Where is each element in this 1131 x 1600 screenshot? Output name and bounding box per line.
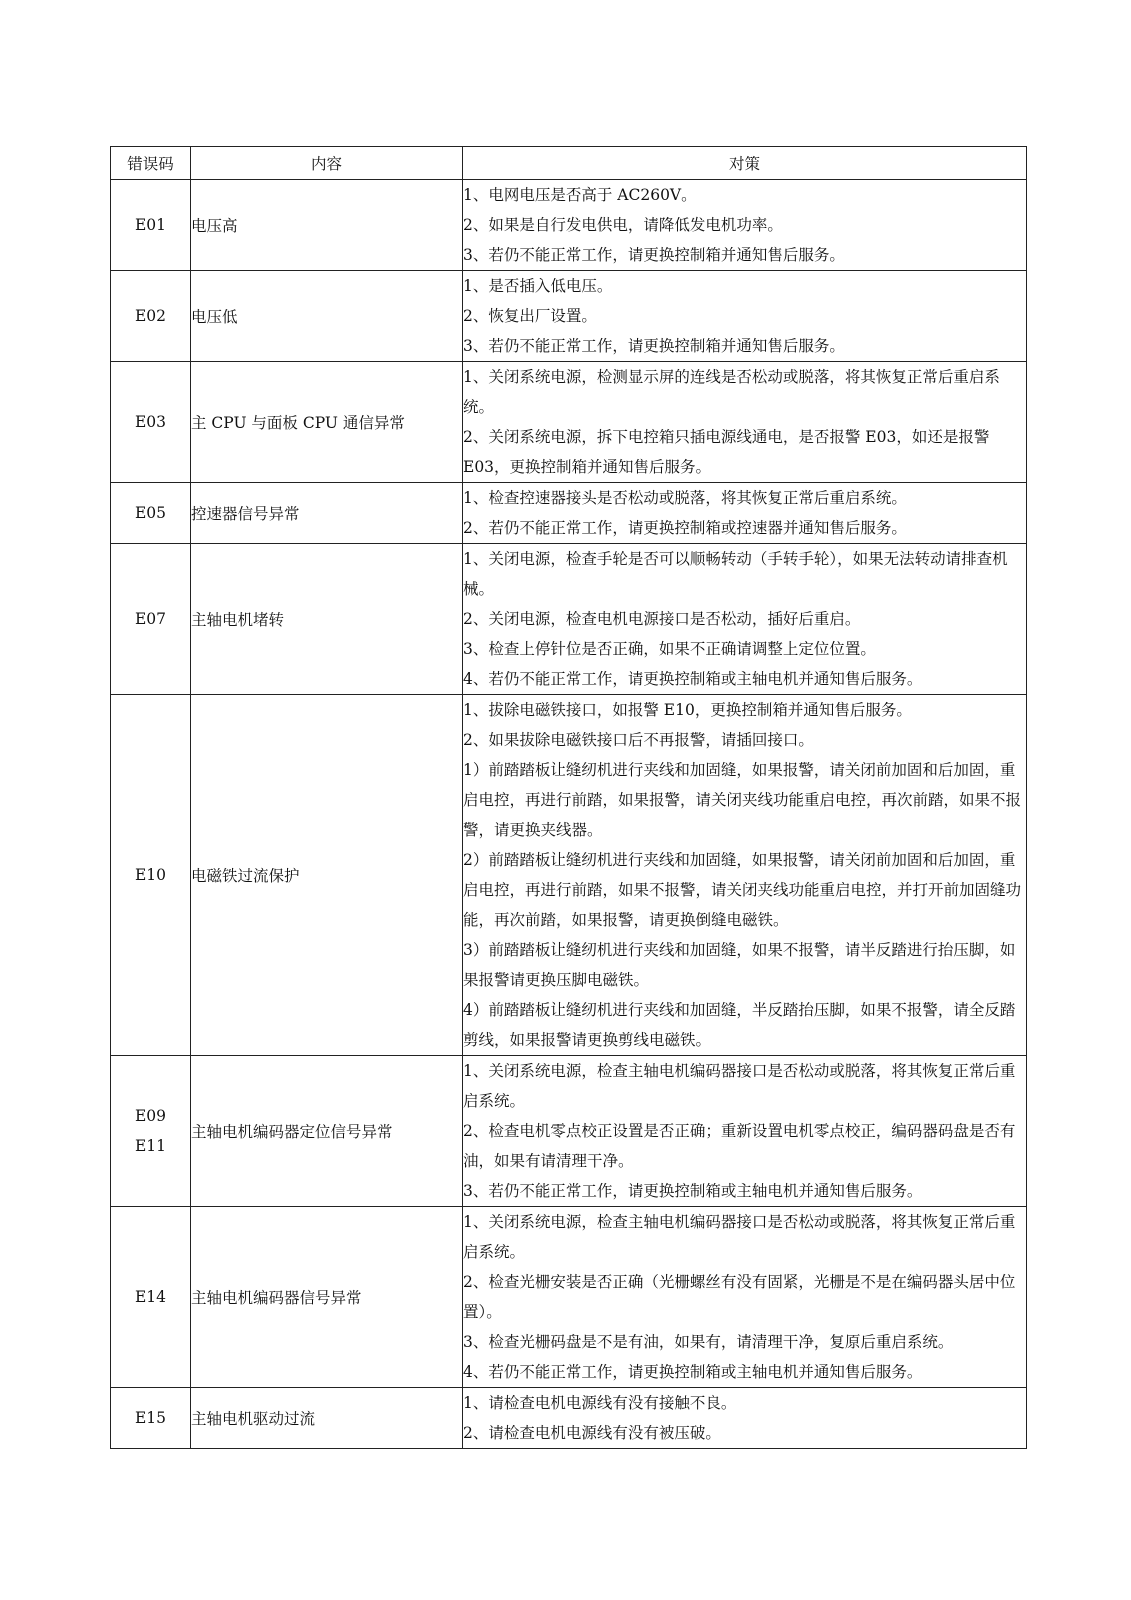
error-content-cell: 电磁铁过流保护: [191, 695, 463, 1056]
solution-step: 2、关闭系统电源，拆下电控箱只插电源线通电，是否报警 E03，如还是报警 E03，更换控制箱并通知售后服务。: [463, 428, 990, 476]
error-code-cell: [111, 483, 191, 544]
error-code: E14: [134, 1288, 167, 1306]
solution-step: 1、电网电压是否高于 AC260V。: [463, 186, 697, 204]
table-row: [111, 1056, 1027, 1207]
error-content-cell: 控速器信号异常: [191, 483, 463, 544]
table-row: [111, 695, 1027, 1056]
solution-cell: [463, 180, 1027, 271]
solution-step: 2、若仍不能正常工作，请更换控制箱或控速器并通知售后服务。: [463, 519, 907, 537]
header-content: 内容: [191, 147, 463, 180]
error-content-cell: 主轴电机编码器信号异常: [191, 1207, 463, 1388]
table-row: [111, 483, 1027, 544]
error-code-cell: [111, 1056, 191, 1207]
solution-step: 1）前踏踏板让缝纫机进行夹线和加固缝，如果报警，请关闭前加固和后加固，重启电控，再进行前踏，如果报警，请关闭夹线功能重启电控，再次前踏，如果不报警，请更换夹线器。: [463, 761, 1022, 839]
table-header-row: [111, 147, 1027, 180]
header-error-code: 错误码: [111, 147, 191, 180]
solution-step: 2、检查光栅安装是否正确（光栅螺丝有没有固紧，光栅是不是在编码器头居中位置）。: [463, 1273, 1016, 1321]
solution-step: 1、关闭系统电源，检测显示屏的连线是否松动或脱落，将其恢复正常后重启系统。: [463, 368, 1000, 416]
error-code: E02: [134, 307, 167, 325]
solution-step: 1、关闭电源，检查手轮是否可以顺畅转动（手转手轮），如果无法转动请排查机械。: [463, 550, 1008, 598]
error-content-cell: 电压低: [191, 271, 463, 362]
error-content-cell: 主轴电机编码器定位信号异常: [191, 1056, 463, 1207]
error-code-table: [110, 146, 1027, 1449]
error-code: E09: [134, 1107, 167, 1125]
solution-step: 2、请检查电机电源线有没有被压破。: [463, 1424, 721, 1442]
solution-cell: [463, 1388, 1027, 1449]
table-row: [111, 544, 1027, 695]
solution-step: 4、若仍不能正常工作，请更换控制箱或主轴电机并通知售后服务。: [463, 1363, 923, 1381]
error-code-cell: [111, 271, 191, 362]
solution-step: 3）前踏踏板让缝纫机进行夹线和加固缝，如果不报警，请半反踏进行抬压脚，如果报警请更换压脚电磁铁。: [463, 941, 1016, 989]
solution-step: 1、请检查电机电源线有没有接触不良。: [463, 1394, 737, 1412]
error-code-cell: [111, 695, 191, 1056]
error-code-cell: [111, 1207, 191, 1388]
solution-cell: [463, 483, 1027, 544]
solution-cell: [463, 544, 1027, 695]
table-row: [111, 362, 1027, 483]
solution-step: 1、检查控速器接头是否松动或脱落，将其恢复正常后重启系统。: [463, 489, 907, 507]
solution-step: 2、检查电机零点校正设置是否正确；重新设置电机零点校正，编码器码盘是否有油，如果有请清理干净。: [463, 1122, 1016, 1170]
solution-step: 2、如果是自行发电供电，请降低发电机功率。: [463, 216, 783, 234]
error-code: E05: [134, 504, 167, 522]
error-code: E11: [134, 1137, 167, 1155]
error-code: E03: [134, 413, 167, 431]
solution-cell: [463, 695, 1027, 1056]
solution-step: 3、检查光栅码盘是不是有油，如果有，请清理干净，复原后重启系统。: [463, 1333, 954, 1351]
solution-step: 1、是否插入低电压。: [463, 277, 613, 295]
solution-step: 4、若仍不能正常工作，请更换控制箱或主轴电机并通知售后服务。: [463, 670, 923, 688]
solution-cell: [463, 271, 1027, 362]
error-content-cell: 主轴电机堵转: [191, 544, 463, 695]
header-solution: 对策: [463, 147, 1027, 180]
error-code: E10: [134, 866, 167, 884]
table-row: [111, 1388, 1027, 1449]
error-content-cell: 主轴电机驱动过流: [191, 1388, 463, 1449]
solution-cell: [463, 1207, 1027, 1388]
table-row: [111, 271, 1027, 362]
solution-step: 3、若仍不能正常工作，请更换控制箱或主轴电机并通知售后服务。: [463, 1182, 923, 1200]
table-row: [111, 1207, 1027, 1388]
solution-step: 2、关闭电源，检查电机电源接口是否松动，插好后重启。: [463, 610, 861, 628]
solution-cell: [463, 1056, 1027, 1207]
error-code: E07: [134, 610, 167, 628]
solution-cell: [463, 362, 1027, 483]
error-content-cell: 电压高: [191, 180, 463, 271]
solution-step: 3、若仍不能正常工作，请更换控制箱并通知售后服务。: [463, 246, 845, 264]
error-code-cell: [111, 544, 191, 695]
solution-step: 1、拔除电磁铁接口，如报警 E10，更换控制箱并通知售后服务。: [463, 701, 912, 719]
error-code-cell: [111, 180, 191, 271]
solution-step: 4）前踏踏板让缝纫机进行夹线和加固缝，半反踏抬压脚，如果不报警，请全反踏剪线，如果报警请更换剪线电磁铁。: [463, 1001, 1016, 1049]
solution-step: 2、恢复出厂设置。: [463, 307, 597, 325]
error-code-cell: [111, 362, 191, 483]
solution-step: 1、关闭系统电源，检查主轴电机编码器接口是否松动或脱落，将其恢复正常后重启系统。: [463, 1213, 1016, 1261]
solution-step: 2）前踏踏板让缝纫机进行夹线和加固缝，如果报警，请关闭前加固和后加固，重启电控，再进行前踏，如果不报警，请关闭夹线功能重启电控，并打开前加固缝功能，再次前踏，如果报警，请更换倒缝电磁铁。: [463, 851, 1022, 929]
table-row: [111, 180, 1027, 271]
error-code: E15: [134, 1409, 167, 1427]
solution-step: 2、如果拔除电磁铁接口后不再报警，请插回接口。: [463, 731, 814, 749]
solution-step: 3、若仍不能正常工作，请更换控制箱并通知售后服务。: [463, 337, 845, 355]
solution-step: 1、关闭系统电源，检查主轴电机编码器接口是否松动或脱落，将其恢复正常后重启系统。: [463, 1062, 1016, 1110]
solution-step: 3、检查上停针位是否正确，如果不正确请调整上定位位置。: [463, 640, 876, 658]
error-content-cell: 主 CPU 与面板 CPU 通信异常: [191, 362, 463, 483]
error-code-cell: [111, 1388, 191, 1449]
error-code: E01: [134, 216, 167, 234]
